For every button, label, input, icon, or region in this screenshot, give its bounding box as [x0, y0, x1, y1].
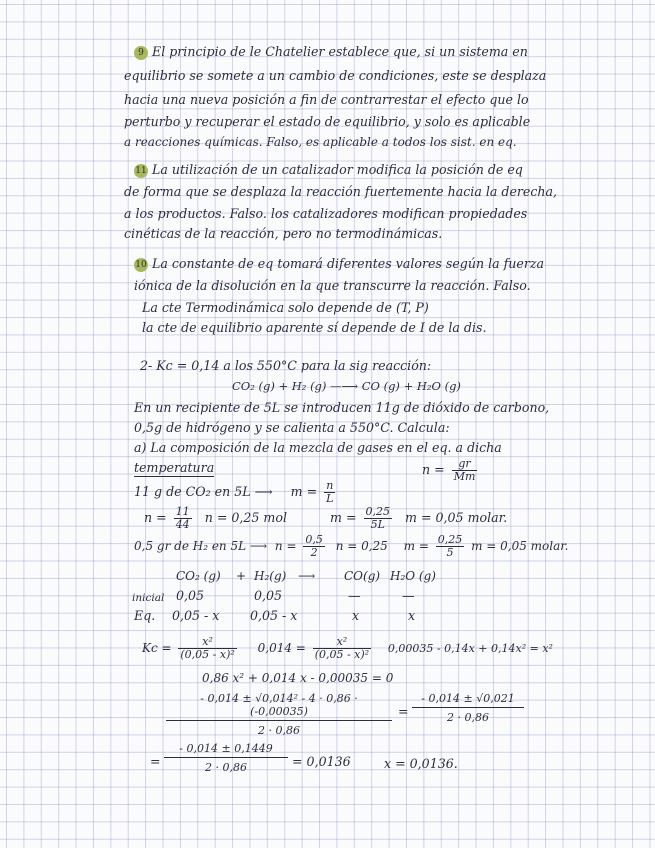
m-eq-num: n: [324, 480, 335, 493]
m-h2-label: m =: [403, 539, 429, 553]
q11-line-1: [134, 162, 523, 178]
ice-header-h2: H₂(g): [254, 569, 287, 583]
co2-given-line: [134, 480, 338, 505]
m-co2-num: 0,25: [365, 505, 391, 518]
n-formula-lhs: n =: [422, 462, 445, 477]
n-h2-label: n =: [274, 539, 297, 553]
p2-line-5: temperatura: [134, 460, 215, 475]
q11-text-1: La utilización de un catalizador modifica la posición de eq: [152, 162, 523, 177]
q9-line-3: hacia una nueva posición a fin de contrarrestar el efecto que lo: [124, 92, 529, 107]
q11-line-2: de forma que se desplaza la reacción fuertemente hacia la derecha,: [124, 184, 558, 199]
n-co2-num: 11: [175, 505, 190, 518]
kc-lhs: Kc =: [142, 641, 172, 655]
ice-initial-co2: 0,05: [176, 588, 205, 603]
ice-eq-label: Eq.: [134, 608, 156, 623]
ice-eq-h2: 0,05 - x: [250, 608, 298, 623]
q11-line-4: cinéticas de la reacción, pero no termodinámicas.: [124, 226, 443, 241]
ice-eq-co2: 0,05 - x: [172, 608, 220, 623]
quadratic-num: - 0,014 ± √0,014² - 4 · 0,86 · (-0,00035): [166, 692, 392, 721]
n-h2-num: 0,5: [305, 533, 323, 546]
kc-fraction: [178, 636, 236, 661]
result-value: = 0,0136: [292, 754, 351, 769]
result-prefix: =: [150, 754, 161, 769]
kc-den: (0,05 - x)²: [180, 648, 235, 661]
q9-badge: 9: [134, 46, 148, 60]
q11-badge: 11: [135, 165, 147, 176]
co2-given: 11 g de CO₂ en 5L ⟶: [134, 484, 273, 499]
kc-den-2: (0,05 - x)²: [314, 648, 370, 661]
x-result: x = 0,0136.: [384, 756, 458, 771]
p2-line-4: a) La composición de la mezcla de gases en el eq. a dicha: [134, 440, 502, 455]
ice-initial-label: inicial: [132, 592, 165, 604]
h2-given-line: [134, 534, 569, 559]
m-co2-fraction: [364, 506, 393, 531]
q9-line-4: perturbo y recuperar el estado de equilibrio, y solo es aplicable: [124, 114, 531, 129]
m-h2-num: 0,25: [437, 533, 463, 546]
n-co2-result: n = 0,25 mol: [204, 510, 287, 525]
m-h2-result: m = 0,05 molar.: [471, 539, 569, 553]
q11-line-3: a los productos. Falso. los catalizadores modifican propiedades: [124, 206, 528, 221]
n-formula-fraction: [452, 458, 478, 483]
quadratic-den-2: 2 · 0,86: [447, 711, 489, 724]
ice-initial-co: —: [348, 588, 361, 603]
quadratic-fraction-2: [412, 692, 524, 724]
result-num: - 0,014 ± 0,1449: [164, 742, 288, 758]
m-eq-label: m =: [290, 484, 318, 499]
quadratic-den: 2 · 0,86: [258, 724, 300, 737]
q10-line-1: [134, 256, 544, 272]
n-formula-den: Mm: [453, 470, 476, 483]
kc-val: 0,014 =: [257, 641, 306, 655]
q10-line-2: iónica de la disolución en la que transcurre la reacción. Falso.: [134, 278, 531, 293]
p2-line-2: En un recipiente de 5L se introducen 11g de dióxido de carbono,: [134, 400, 550, 415]
n-co2-fraction: [174, 506, 192, 531]
p2-reaction: CO₂ (g) + H₂ (g) —⟶ CO (g) + H₂O (g): [232, 379, 461, 393]
n-h2-den: 2: [310, 546, 318, 559]
quadratic-fraction: [166, 692, 392, 737]
m-co2-den: 5L: [370, 518, 385, 531]
n-co2-den: 44: [175, 518, 190, 531]
m-co2-result: m = 0,05 molar.: [405, 510, 508, 525]
ice-header-plus: +: [236, 569, 247, 583]
n-co2-label: n =: [144, 510, 167, 525]
kc-quadratic: 0,86 x² + 0,014 x - 0,00035 = 0: [202, 671, 394, 685]
ice-initial-h2o: —: [402, 588, 415, 603]
kc-line: [142, 636, 553, 661]
quadratic-num-2: - 0,014 ± √0,021: [412, 692, 524, 708]
n-h2-result: n = 0,25: [335, 539, 388, 553]
m-h2-den: 5: [446, 546, 454, 559]
m-eq-fraction: [324, 480, 335, 505]
m-co2-line: [330, 506, 507, 531]
q10-badge: 10: [135, 259, 147, 270]
q9-line-1: [134, 44, 528, 60]
p2-line-1: 2- Kc = 0,14 a los 550°C para la sig reacción:: [140, 358, 432, 373]
n-formula: [422, 458, 480, 483]
result-fraction: [164, 742, 288, 774]
result-den: 2 · 0,86: [205, 761, 247, 774]
q10-line-3: La cte Termodinámica solo depende de (T, P): [142, 300, 429, 315]
ice-header-h2o: H₂O (g): [390, 569, 436, 583]
ice-eq-h2o: x: [408, 608, 416, 623]
n-co2-line: [144, 506, 287, 531]
kc-num: x²: [178, 636, 236, 649]
n-formula-num: gr: [452, 458, 478, 471]
m-co2-label: m =: [330, 510, 357, 525]
kc-fraction-2: [313, 636, 371, 661]
q9-line-5: a reacciones químicas. Falso, es aplicable a todos los sist. en eq.: [124, 135, 517, 149]
h2-given: 0,5 gr de H₂ en 5L ⟶: [134, 539, 268, 553]
ice-header-co2: CO₂ (g): [176, 569, 221, 583]
n-h2-fraction: [303, 534, 325, 559]
ice-header-co: CO(g): [344, 569, 381, 583]
ice-header-arrow: ⟶: [298, 569, 316, 583]
q9-text-1: El principio de le Chatelier establece que, si un sistema en: [152, 44, 528, 59]
q9-line-2: equilibrio se somete a un cambio de condiciones, este se desplaza: [124, 68, 547, 83]
kc-num-2: x²: [313, 636, 371, 649]
q10-line-4: la cte de equilibrio aparente sí depende de I de la dis.: [142, 320, 487, 335]
kc-expand: 0,00035 - 0,14x + 0,14x² = x²: [387, 642, 553, 655]
p2-line-3: 0,5g de hidrógeno y se calienta a 550°C. Calcula:: [134, 420, 450, 435]
ice-initial-h2: 0,05: [254, 588, 283, 603]
ice-eq-co: x: [352, 608, 360, 623]
q10-text-1: La constante de eq tomará diferentes valores según la fuerza: [152, 256, 545, 271]
quadratic-eq-sign: =: [398, 704, 409, 719]
m-h2-fraction: [436, 534, 465, 559]
m-eq-den: L: [326, 492, 334, 505]
